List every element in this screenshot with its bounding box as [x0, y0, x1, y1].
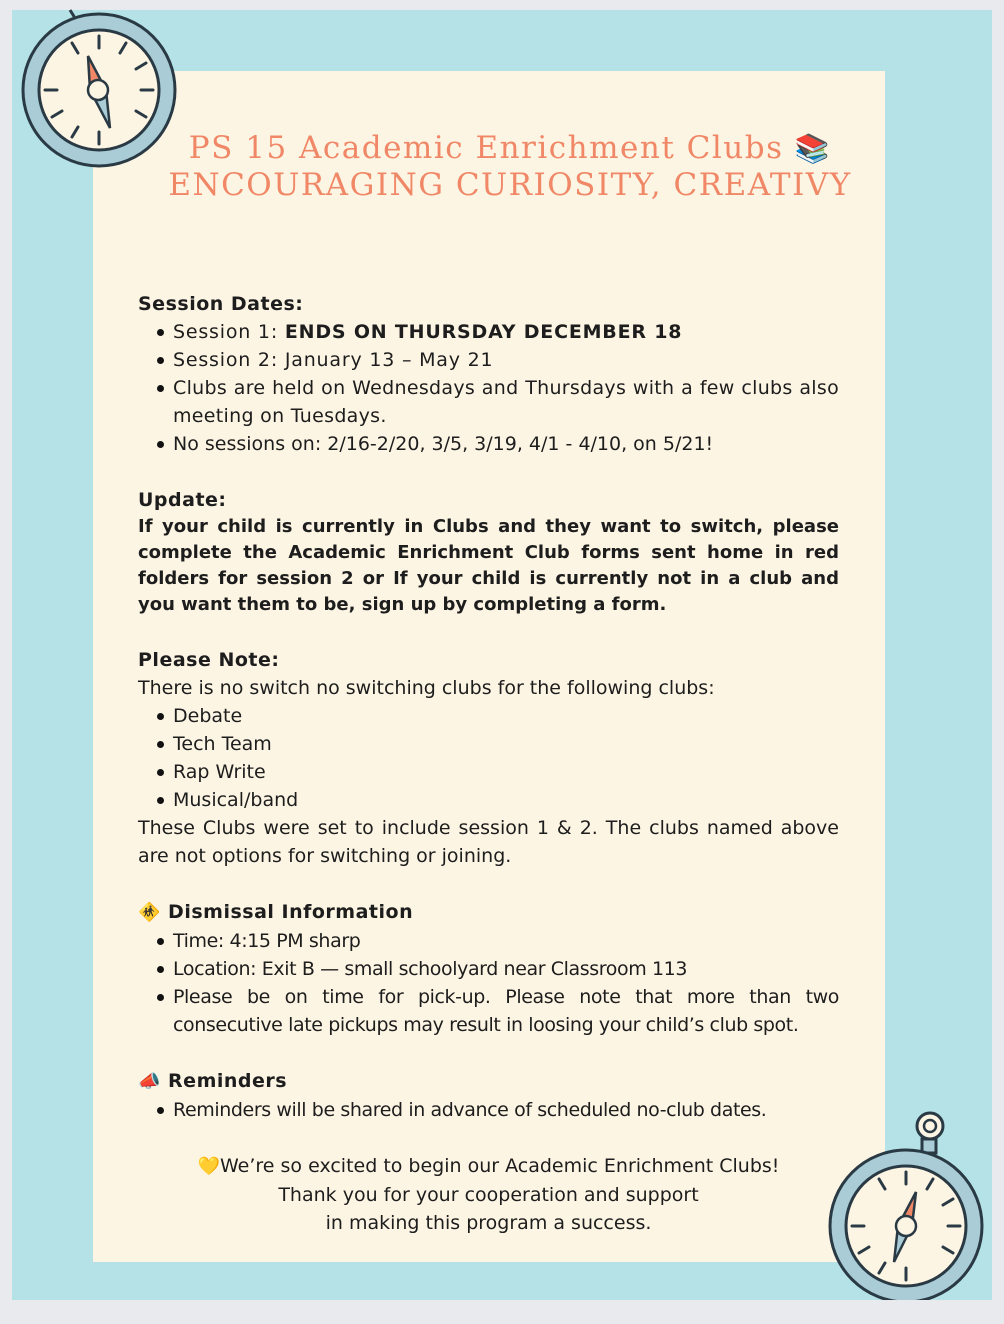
- title-line1: PS 15 Academic Enrichment Clubs: [188, 130, 784, 166]
- update-body: If your child is currently in Clubs and they want to switch, please complete the Academic Enrichment Club forms sent home in red folders for session 2 or If your child is currently not in a club and you want them to be, sign up by completing a form.: [138, 516, 839, 615]
- children-crossing-icon: 🚸: [138, 902, 161, 923]
- list-item: Clubs are held on Wednesdays and Thursdays with a few clubs also meeting on Tuesdays.: [138, 374, 839, 430]
- please-note-section: [138, 646, 839, 870]
- list-item: Session 2: January 13 – May 21: [138, 346, 839, 374]
- list-item: Rap Write: [138, 758, 839, 786]
- books-icon: 📚: [794, 132, 832, 165]
- session-dates-section: [138, 290, 839, 458]
- flyer-title: [100, 130, 920, 204]
- list-item: Reminders will be shared in advance of scheduled no-club dates.: [138, 1096, 839, 1124]
- closing-line3: in making this program a success.: [325, 1212, 652, 1234]
- list-item: Time: 4:15 PM sharp: [138, 927, 839, 955]
- list-item: Location: Exit B — small schoolyard near Classroom 113: [138, 955, 839, 983]
- dismissal-section: [138, 898, 839, 1039]
- title-line2: ENCOURAGING CURIOSITY, CREATIVY: [168, 167, 852, 203]
- closing-message: [138, 1152, 839, 1237]
- flyer-body: [138, 290, 839, 1237]
- yellow-heart-icon: 💛: [197, 1156, 220, 1177]
- please-note-outro: These Clubs were set to include session 1 & 2. The clubs named above are not options for switching or joining.: [138, 817, 839, 867]
- update-section: [138, 486, 839, 618]
- session1-end-date: ENDS ON THURSDAY DECEMBER 18: [284, 321, 683, 343]
- list-item: Musical/band: [138, 786, 839, 814]
- reminders-section: [138, 1067, 839, 1124]
- please-note-intro: There is no switch no switching clubs for the following clubs:: [138, 677, 715, 699]
- dismissal-heading: Dismissal Information: [168, 901, 414, 923]
- reminders-heading: Reminders: [168, 1070, 288, 1092]
- list-item: No sessions on: 2/16-2/20, 3/5, 3/19, 4/1 - 4/10, on 5/21!: [138, 430, 839, 458]
- list-item: Please be on time for pick-up. Please note that more than two consecutive late pickups may result in loosing your child’s club spot.: [138, 983, 839, 1039]
- session-dates-heading: Session Dates:: [138, 293, 304, 315]
- list-item: Session 1: ENDS ON THURSDAY DECEMBER 18: [138, 318, 839, 346]
- update-heading: Update:: [138, 489, 227, 511]
- closing-line1: We’re so excited to begin our Academic Enrichment Clubs!: [220, 1155, 780, 1177]
- compass-icon: [826, 1108, 986, 1300]
- list-item: Debate: [138, 702, 839, 730]
- please-note-heading: Please Note:: [138, 649, 280, 671]
- megaphone-icon: 📣: [138, 1071, 161, 1092]
- closing-line2: Thank you for your cooperation and support: [278, 1184, 699, 1206]
- list-item: Tech Team: [138, 730, 839, 758]
